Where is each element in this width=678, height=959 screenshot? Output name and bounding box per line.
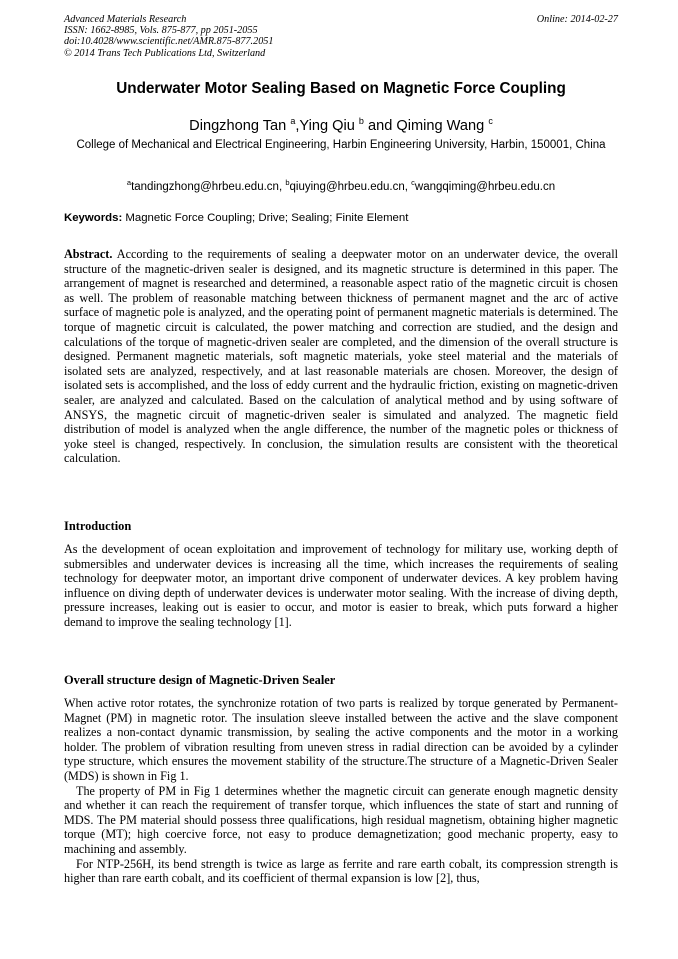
email-separator: , [404, 180, 412, 193]
email-separator: , [278, 180, 286, 193]
keywords-line [64, 211, 618, 225]
online-date: Online: 2014-02-27 [536, 14, 618, 25]
author-mark: a [290, 116, 296, 126]
overall-paragraph-1: When active rotor rotates, the synchronize rotation of two parts is realized by torque generated by Permanent-Magnet (PM) in magnetic rotor. The insulation sleeve installed between the active and the slave component realizes a non-contact dynamic transmission, by sealing the active components and the motor in a working holder. The problem of vibration resulting from uneven stress in radial direction can be avoided by a cylinder type structure, which ensures the movement stability of the structure.The structure of a Magnetic-Driven Sealer (MDS) is shown in Fig 1. [64, 696, 618, 783]
author-name: Dingzhong Tan [189, 117, 291, 134]
email-mark: c [411, 178, 415, 187]
email-mark: b [285, 178, 290, 187]
author-mark: b [358, 116, 364, 126]
author-separator: and [363, 117, 397, 134]
overall-structure-section [64, 696, 618, 886]
abstract [64, 247, 618, 466]
overall-paragraph-2: The property of PM in Fig 1 determines whether the magnetic circuit can generate enough magnetic density and whether it can reach the requirement of transfer torque, which influences the state of start and running of MDS. The PM material should possess three qualifications, high residual magnetism, obtaining higher magnetic torque (MT); high coercive force, not easy to produce demagnetization; good mechanic property, easy to machining and assembly. [64, 783, 618, 856]
email-address[interactable]: qiuying@hrbeu.edu.cn [289, 180, 405, 193]
email-mark: a [126, 178, 132, 187]
abstract-label: Abstract. [64, 247, 113, 261]
keywords-text: Magnetic Force Coupling; Drive; Sealing; Finite Element [122, 212, 409, 224]
author-list [64, 112, 618, 135]
email-list [64, 176, 618, 194]
email-address[interactable]: wangqiming@hrbeu.edu.cn [414, 180, 556, 193]
introduction-paragraph: As the development of ocean exploitation and improvement of technology for military use, working depth of submersibles and underwater devices is increasing all the time, which increases the requirements of sealing technology for deepwater motor, an important drive component of underwater devices. A key problem having influence on diving depth of underwater devices is underwater motor sealing. With the increase of diving depth, pressure increases, leaking out is easier to occur, and motor is easier to break, which puts forward a higher demand to improve the sealing technology [1]. [64, 542, 618, 629]
paper-title: Underwater Motor Sealing Based on Magnetic Force Coupling [116, 80, 566, 97]
author-mark: c [488, 116, 493, 126]
keywords-label: Keywords: [64, 212, 123, 224]
overall-paragraph-3: For NTP-256H, its bend strength is twice as large as ferrite and rare earth cobalt, its compression strength is higher than rare earth cobalt, and its coefficient of thermal expansion is low [2], thus, [64, 856, 618, 886]
journal-name: Advanced Materials Research [64, 14, 187, 25]
affiliation: College of Mechanical and Electrical Engineering, Harbin Engineering University, Harbin, 150001, China [76, 139, 606, 151]
email-address[interactable]: tandingzhong@hrbeu.edu.cn [131, 180, 279, 193]
abstract-text: According to the requirements of sealing a deepwater motor on an underwater device, the overall structure of the magnetic-driven sealer is designed, and its magnetic structure is determined in this paper. The arrangement of magnet is researched and determined, a reasonable aspect ratio of the magnetic circuit is chosen as well. The problem of reasonable matching between thickness of permanent magnet and the arc of active surface of magnetic pole is analyzed, and the operating point of permanent magnetic materials is determined. The torque of magnetic circuit is calculated, the power matching and correction are studied, and the design and calculations of the torque of magnetic-driven sealer are completed, and the dimension of the overall structure is designed. Permanent magnetic materials, soft magnetic materials, yoke steel material and the materials of isolated sets are analyzed, respectively, and at last reasonable materials are chosen. Moreover, the design of isolated sets is accomplished, and the loss of eddy current and the hydraulic friction, existing on magnetic-driven sealer, are analyzed and calculated. Based on the calculation of analytical method and by using software of ANSYS, the magnetic circuit of magnetic-driven sealer is simulated and analyzed. The magnetic field distribution of model is analyzed when the angle difference, the number of the magnetic poles or thickness of yoke steel is changed, respectively. In conclusion, the simulation results are consistent with the theoretical calculation. [64, 247, 618, 466]
doi-line: doi:10.4028/www.scientific.net/AMR.875-877.2051 [64, 36, 274, 48]
section-heading-introduction: Introduction [64, 519, 132, 533]
author-name: Qiming Wang [396, 117, 489, 134]
journal-header [64, 14, 618, 59]
author-name: Ying Qiu [299, 117, 359, 134]
copyright-line: © 2014 Trans Tech Publications Ltd, Switzerland [64, 47, 266, 59]
author-separator: , [295, 117, 300, 134]
section-heading-overall-structure: Overall structure design of Magnetic-Driven Sealer [64, 673, 336, 687]
issn-line: ISSN: 1662-8985, Vols. 875-877, pp 2051-2055 [64, 25, 258, 37]
